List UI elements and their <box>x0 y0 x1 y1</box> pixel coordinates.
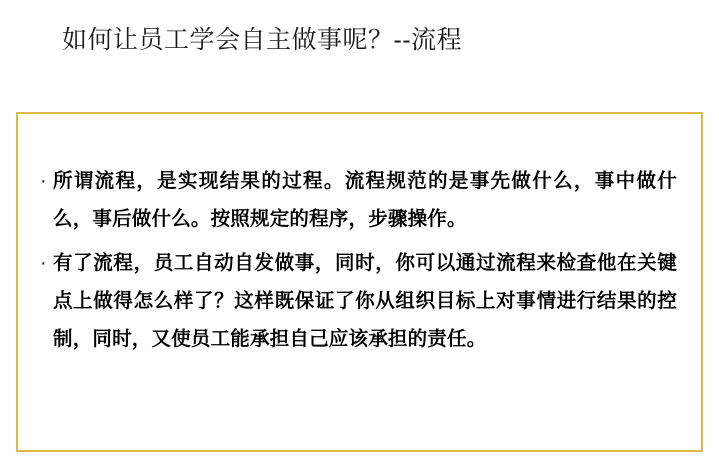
bullet-dot-icon: · <box>40 170 47 192</box>
list-item <box>40 244 677 358</box>
bullet-dot-icon: · <box>40 252 47 274</box>
list-item <box>40 162 677 238</box>
bullet-list <box>40 162 677 364</box>
page-title: 如何让员工学会自主做事呢？--流程 <box>62 26 463 54</box>
list-item-text: 有了流程，员工自动自发做事，同时，你可以通过流程来检查他在关键点上做得怎么样了？这样既保证了你从组织目标上对事情进行结果的控制，同时，又使员工能承担自己应该承担的责任。 <box>53 252 677 350</box>
list-item-text: 所谓流程，是实现结果的过程。流程规范的是事先做什么，事中做什么，事后做什么。按照规定的程序，步骤操作。 <box>53 170 677 230</box>
content-box <box>16 112 703 452</box>
